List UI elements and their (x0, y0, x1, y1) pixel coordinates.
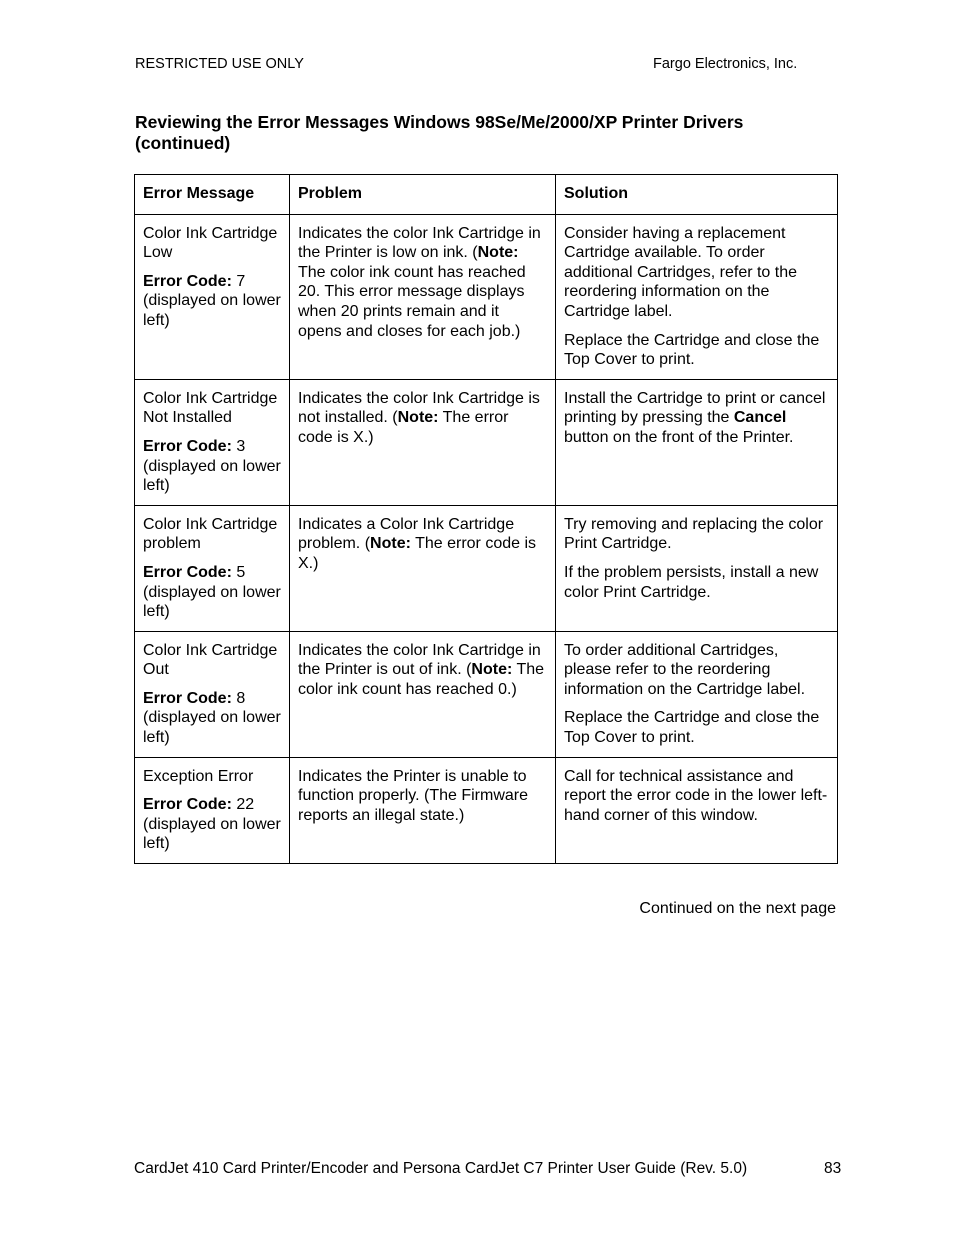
solution-text-run: Replace the Cartridge and close the Top Cover to print. (564, 709, 820, 747)
solution-text-run: Try removing and replacing the color Print Cartridge. (564, 515, 824, 553)
solution-cell (556, 631, 838, 757)
error-message-cell (135, 379, 290, 505)
solution-cell (556, 757, 838, 863)
error-code-label: Error Code: (143, 689, 232, 707)
error-code-value: 5 (displayed on lower left) (143, 563, 281, 621)
section-title-line1: Reviewing the Error Messages Windows 98Se/Me/2000/XP Printer Drivers (135, 112, 744, 132)
solution-paragraph (564, 331, 829, 370)
page-number: 83 (824, 1160, 842, 1177)
error-code-label: Error Code: (143, 272, 232, 290)
problem-text (298, 515, 547, 574)
problem-text-run: The error code is X.) (298, 535, 537, 572)
solution-paragraph (564, 515, 829, 554)
problem-text (298, 767, 547, 826)
error-code (143, 437, 281, 496)
error-message-cell (135, 214, 290, 379)
solution-text-run: Call for technical assistance and report the error code in the lower left-hand corner of this window. (564, 767, 828, 824)
error-code-value: 3 (displayed on lower left) (143, 437, 281, 495)
error-code (143, 689, 281, 748)
continued-note: Continued on the next page (639, 900, 836, 917)
solution-paragraph (564, 641, 829, 700)
solution-paragraph (564, 563, 829, 602)
column-header-problem: Problem (290, 175, 556, 215)
error-message-cell (135, 631, 290, 757)
problem-cell (290, 757, 556, 863)
error-code-value: 8 (displayed on lower left) (143, 689, 281, 747)
error-message-cell (135, 505, 290, 631)
solution-paragraph (564, 224, 829, 322)
problem-text (298, 224, 547, 342)
solution-text-run: Install the Cartridge to print or cancel printing by pressing the (564, 389, 826, 427)
error-code-label: Error Code: (143, 437, 232, 455)
table-row (135, 505, 838, 631)
solution-text-run: Replace the Cartridge and close the Top Cover to print. (564, 331, 820, 369)
table-row (135, 631, 838, 757)
button-name-label: Cancel (733, 409, 787, 427)
section-title (135, 112, 835, 154)
error-message-name: Color Ink Cartridge Low (143, 224, 278, 262)
error-message-name: Color Ink Cartridge Out (143, 641, 278, 679)
section-title-line2: (continued) (135, 133, 231, 153)
column-header-solution: Solution (556, 175, 838, 215)
column-header-error-message: Error Message (135, 175, 290, 215)
solution-text-run: button on the front of the Printer. (564, 428, 794, 446)
table-row (135, 757, 838, 863)
problem-text-run: Indicates the Printer is unable to function properly. (The Firmware reports an illegal state.) (298, 767, 528, 824)
problem-text-run: Indicates the color Ink Cartridge in the Printer is low on ink. ( (298, 224, 541, 262)
solution-paragraph (564, 389, 829, 448)
error-code-label: Error Code: (143, 563, 232, 581)
header-restricted: RESTRICTED USE ONLY (135, 56, 304, 72)
problem-text (298, 641, 547, 700)
solution-text-run: To order additional Cartridges, please refer to the reordering information on the Cartridge label. (564, 641, 806, 698)
error-code (143, 795, 281, 854)
solution-paragraph (564, 708, 829, 747)
error-message-name: Color Ink Cartridge problem (143, 515, 278, 553)
error-code-value: 7 (displayed on lower left) (143, 272, 281, 329)
solution-paragraph (564, 767, 829, 826)
error-message-name: Exception Error (143, 767, 254, 785)
note-label: Note: (397, 409, 439, 427)
solution-cell (556, 214, 838, 379)
table-header-row (135, 175, 838, 215)
error-code (143, 563, 281, 622)
problem-text-run: The color ink count has reached 20. This error message displays when 20 prints remain and it opens and closes for each job.) (298, 263, 526, 340)
problem-text-run: The color ink count has reached 0.) (298, 661, 545, 698)
solution-cell (556, 505, 838, 631)
error-message-table (134, 174, 838, 864)
table-row (135, 214, 838, 379)
problem-text (298, 389, 547, 448)
problem-text-run: The error code is X.) (298, 409, 509, 446)
solution-text-run: Consider having a replacement Cartridge available. To order additional Cartridges, refer to the reordering information on the Cartridge label. (564, 224, 798, 320)
error-code-label: Error Code: (143, 796, 232, 814)
error-message-name: Color Ink Cartridge Not Installed (143, 389, 278, 427)
note-label: Note: (471, 661, 513, 679)
solution-text-run: If the problem persists, install a new color Print Cartridge. (564, 563, 819, 601)
error-code (143, 272, 281, 331)
problem-text-run: Indicates the color Ink Cartridge is not installed. ( (298, 389, 540, 427)
solution-cell (556, 379, 838, 505)
problem-cell (290, 214, 556, 379)
table-row (135, 379, 838, 505)
error-message-cell (135, 757, 290, 863)
note-label: Note: (477, 244, 519, 262)
problem-text-run: Indicates the color Ink Cartridge in the Printer is out of ink. ( (298, 641, 541, 679)
header-company: Fargo Electronics, Inc. (653, 56, 798, 72)
problem-text-run: Indicates a Color Ink Cartridge problem. ( (298, 515, 515, 553)
problem-cell (290, 505, 556, 631)
error-code-value: 22 (displayed on lower left) (143, 796, 281, 853)
problem-cell (290, 379, 556, 505)
note-label: Note: (370, 535, 411, 553)
problem-cell (290, 631, 556, 757)
footer-title: CardJet 410 Card Printer/Encoder and Persona CardJet C7 Printer User Guide (Rev. 5.0) (134, 1160, 748, 1177)
